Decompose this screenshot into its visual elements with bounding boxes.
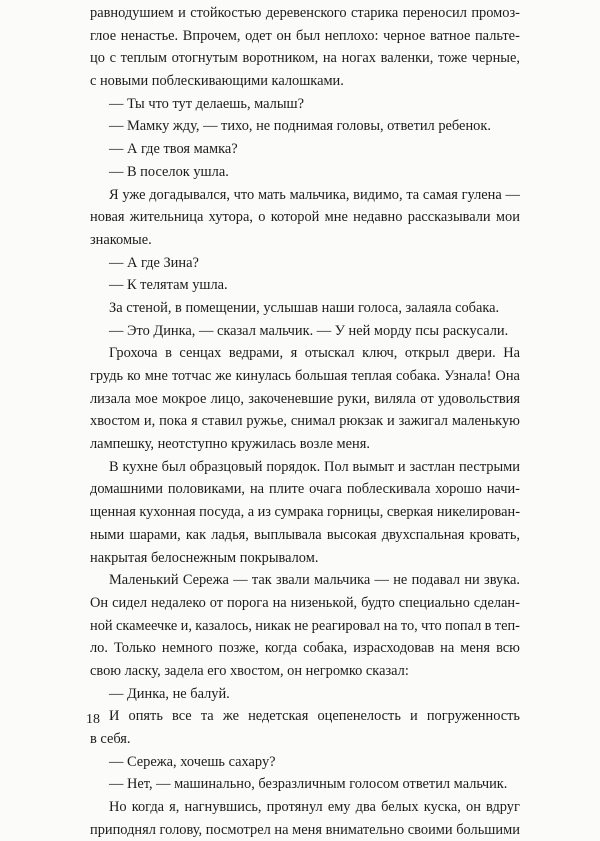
text-line: — А где Зина? <box>109 254 199 271</box>
text-line: — В поселок ушла. <box>109 163 229 180</box>
text-line: знакомые. <box>90 231 152 248</box>
text-line: За стеной, в помещении, услышав наши голоса, залаяла собака. <box>109 299 500 316</box>
text-line: Маленький Сережа — так звали мальчика — не подавал ни звука. <box>109 572 520 589</box>
text-line: Но когда я, нагнувшись, протянул ему два белых куска, он вдруг <box>109 799 520 816</box>
text-line: — К телятам ушла. <box>109 277 228 294</box>
page-number: 18 <box>86 712 100 727</box>
text-line: цо с теплым отогнутым воротником, на ногах валенки, тоже черные, <box>90 50 520 67</box>
text-line: щенная кухонная посуда, а из сумрака горницы, сверкая никелирован- <box>90 504 520 521</box>
text-line: накрытая белоснежным покрывалом. <box>90 549 319 566</box>
text-line: с новыми поблескивающими калошками. <box>90 73 344 90</box>
text-line: — Динка, не балуй. <box>109 685 230 702</box>
text-line: ной скамеечке и, казалось, никак не реагировал на то, что попал в теп- <box>90 617 520 634</box>
text-line: И опять все та же недетская оцепенелость и погруженность <box>109 708 520 725</box>
text-line: ло. Только немного позже, когда собака, израсходовав на меня всю <box>90 640 520 657</box>
text-line: — Ты что тут делаешь, малыш? <box>109 95 304 112</box>
text-line: Он сидел недалеко от порога на низенькой, будто специально сделан- <box>90 594 520 611</box>
text-line: Грохоча в сенцах ведрами, я отыскал ключ, открыл двери. На <box>109 345 520 362</box>
text-line: новая жительница хутора, о которой мне недавно рассказывали мои <box>90 209 520 226</box>
text-line: хвостом и, пока я ставил ружье, снимал рюкзак и зажигал маленькую <box>90 413 520 430</box>
text-line: — Это Динка, — сказал мальчик. — У ней морду псы раскусали. <box>109 322 509 339</box>
text-line: — Мамку жду, — тихо, не поднимая головы, ответил ребенок. <box>109 118 491 135</box>
text-line: домашними половиками, на плите очага поблескивала хорошо начи- <box>90 481 520 498</box>
text-line: Я уже догадывался, что мать мальчика, видимо, та самая гулена — <box>109 186 520 203</box>
text-line: лизала мое мокрое лицо, закоченевшие руки, виляла от удовольствия <box>90 390 520 407</box>
text-line: ными шарами, как ладья, выплывала высокая двухспальная кровать, <box>90 526 520 543</box>
text-line: глое ненастье. Впрочем, одет он был неплохо: черное ватное пальте- <box>90 27 520 44</box>
text-line: приподнял голову, посмотрел на меня внимательно своими большими <box>90 821 520 838</box>
text-line: — Сережа, хочешь сахару? <box>109 753 276 770</box>
text-line: — Нет, — машинально, безразличным голосом ответил мальчик. <box>109 776 508 793</box>
text-line: В кухне был образцовый порядок. Пол вымыт и застлан пестрыми <box>109 458 520 475</box>
text-line: в себя. <box>90 731 131 747</box>
page-body-text <box>90 2 520 841</box>
text-line: грудь ко мне тотчас же кинулась большая теплая собака. Узнала! Она <box>90 368 520 384</box>
text-line: — А где твоя мамка? <box>109 141 238 158</box>
text-line: лампешку, неотступно кружилась возле меня. <box>90 436 370 453</box>
text-line: равнодушием и стойкостью деревенского старика переносил промоз- <box>90 5 520 21</box>
text-line: свою ласку, задела его хвостом, он негромко сказал: <box>90 662 409 679</box>
